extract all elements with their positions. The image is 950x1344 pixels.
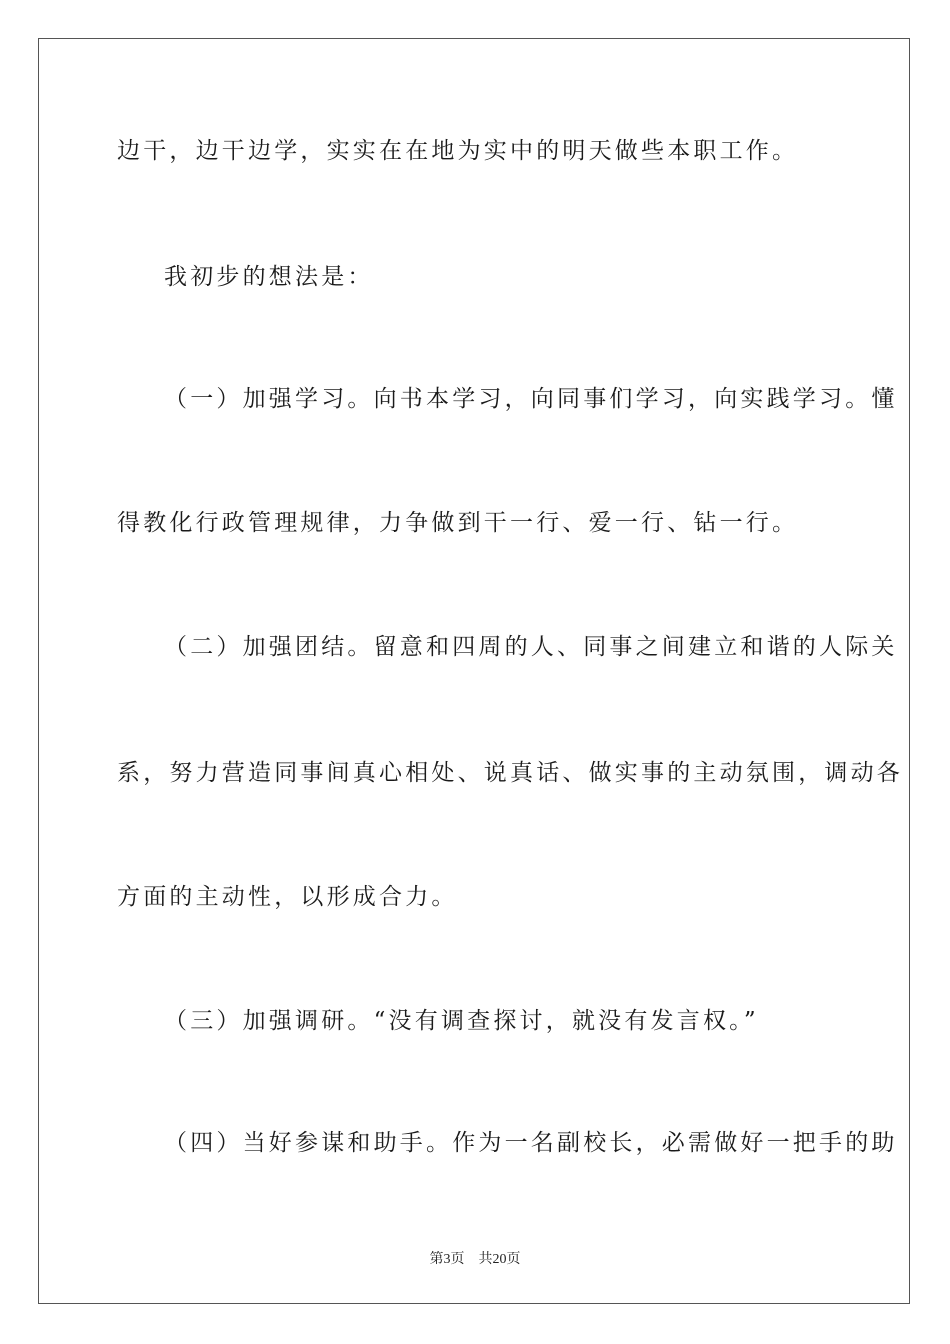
- text-line-7: 方面的主动性，以形成合力。: [117, 884, 458, 910]
- page-number: 第3页: [429, 1252, 465, 1267]
- text-line-9: （四）当好参谋和助手。作为一名副校长，必需做好一把手的助: [164, 1130, 898, 1156]
- text-line-2: 我初步的想法是：: [164, 264, 374, 290]
- page-border: [38, 38, 910, 1304]
- text-line-8: （三）加强调研。“没有调查探讨，就没有发言权。”: [164, 1008, 759, 1034]
- text-line-6: 系，努力营造同事间真心相处、说真话、做实事的主动氛围，调动各: [117, 760, 903, 786]
- page-total: 共20页: [478, 1252, 521, 1267]
- text-line-5: （二）加强团结。留意和四周的人、同事之间建立和谐的人际关: [164, 634, 898, 660]
- text-line-3: （一）加强学习。向书本学习，向同事们学习，向实践学习。懂: [164, 386, 898, 412]
- page-footer: [0, 1248, 950, 1268]
- text-line-4: 得教化行政管理规律，力争做到干一行、爱一行、钻一行。: [117, 510, 799, 536]
- text-line-1: 边干，边干边学，实实在在地为实中的明天做些本职工作。: [117, 138, 799, 164]
